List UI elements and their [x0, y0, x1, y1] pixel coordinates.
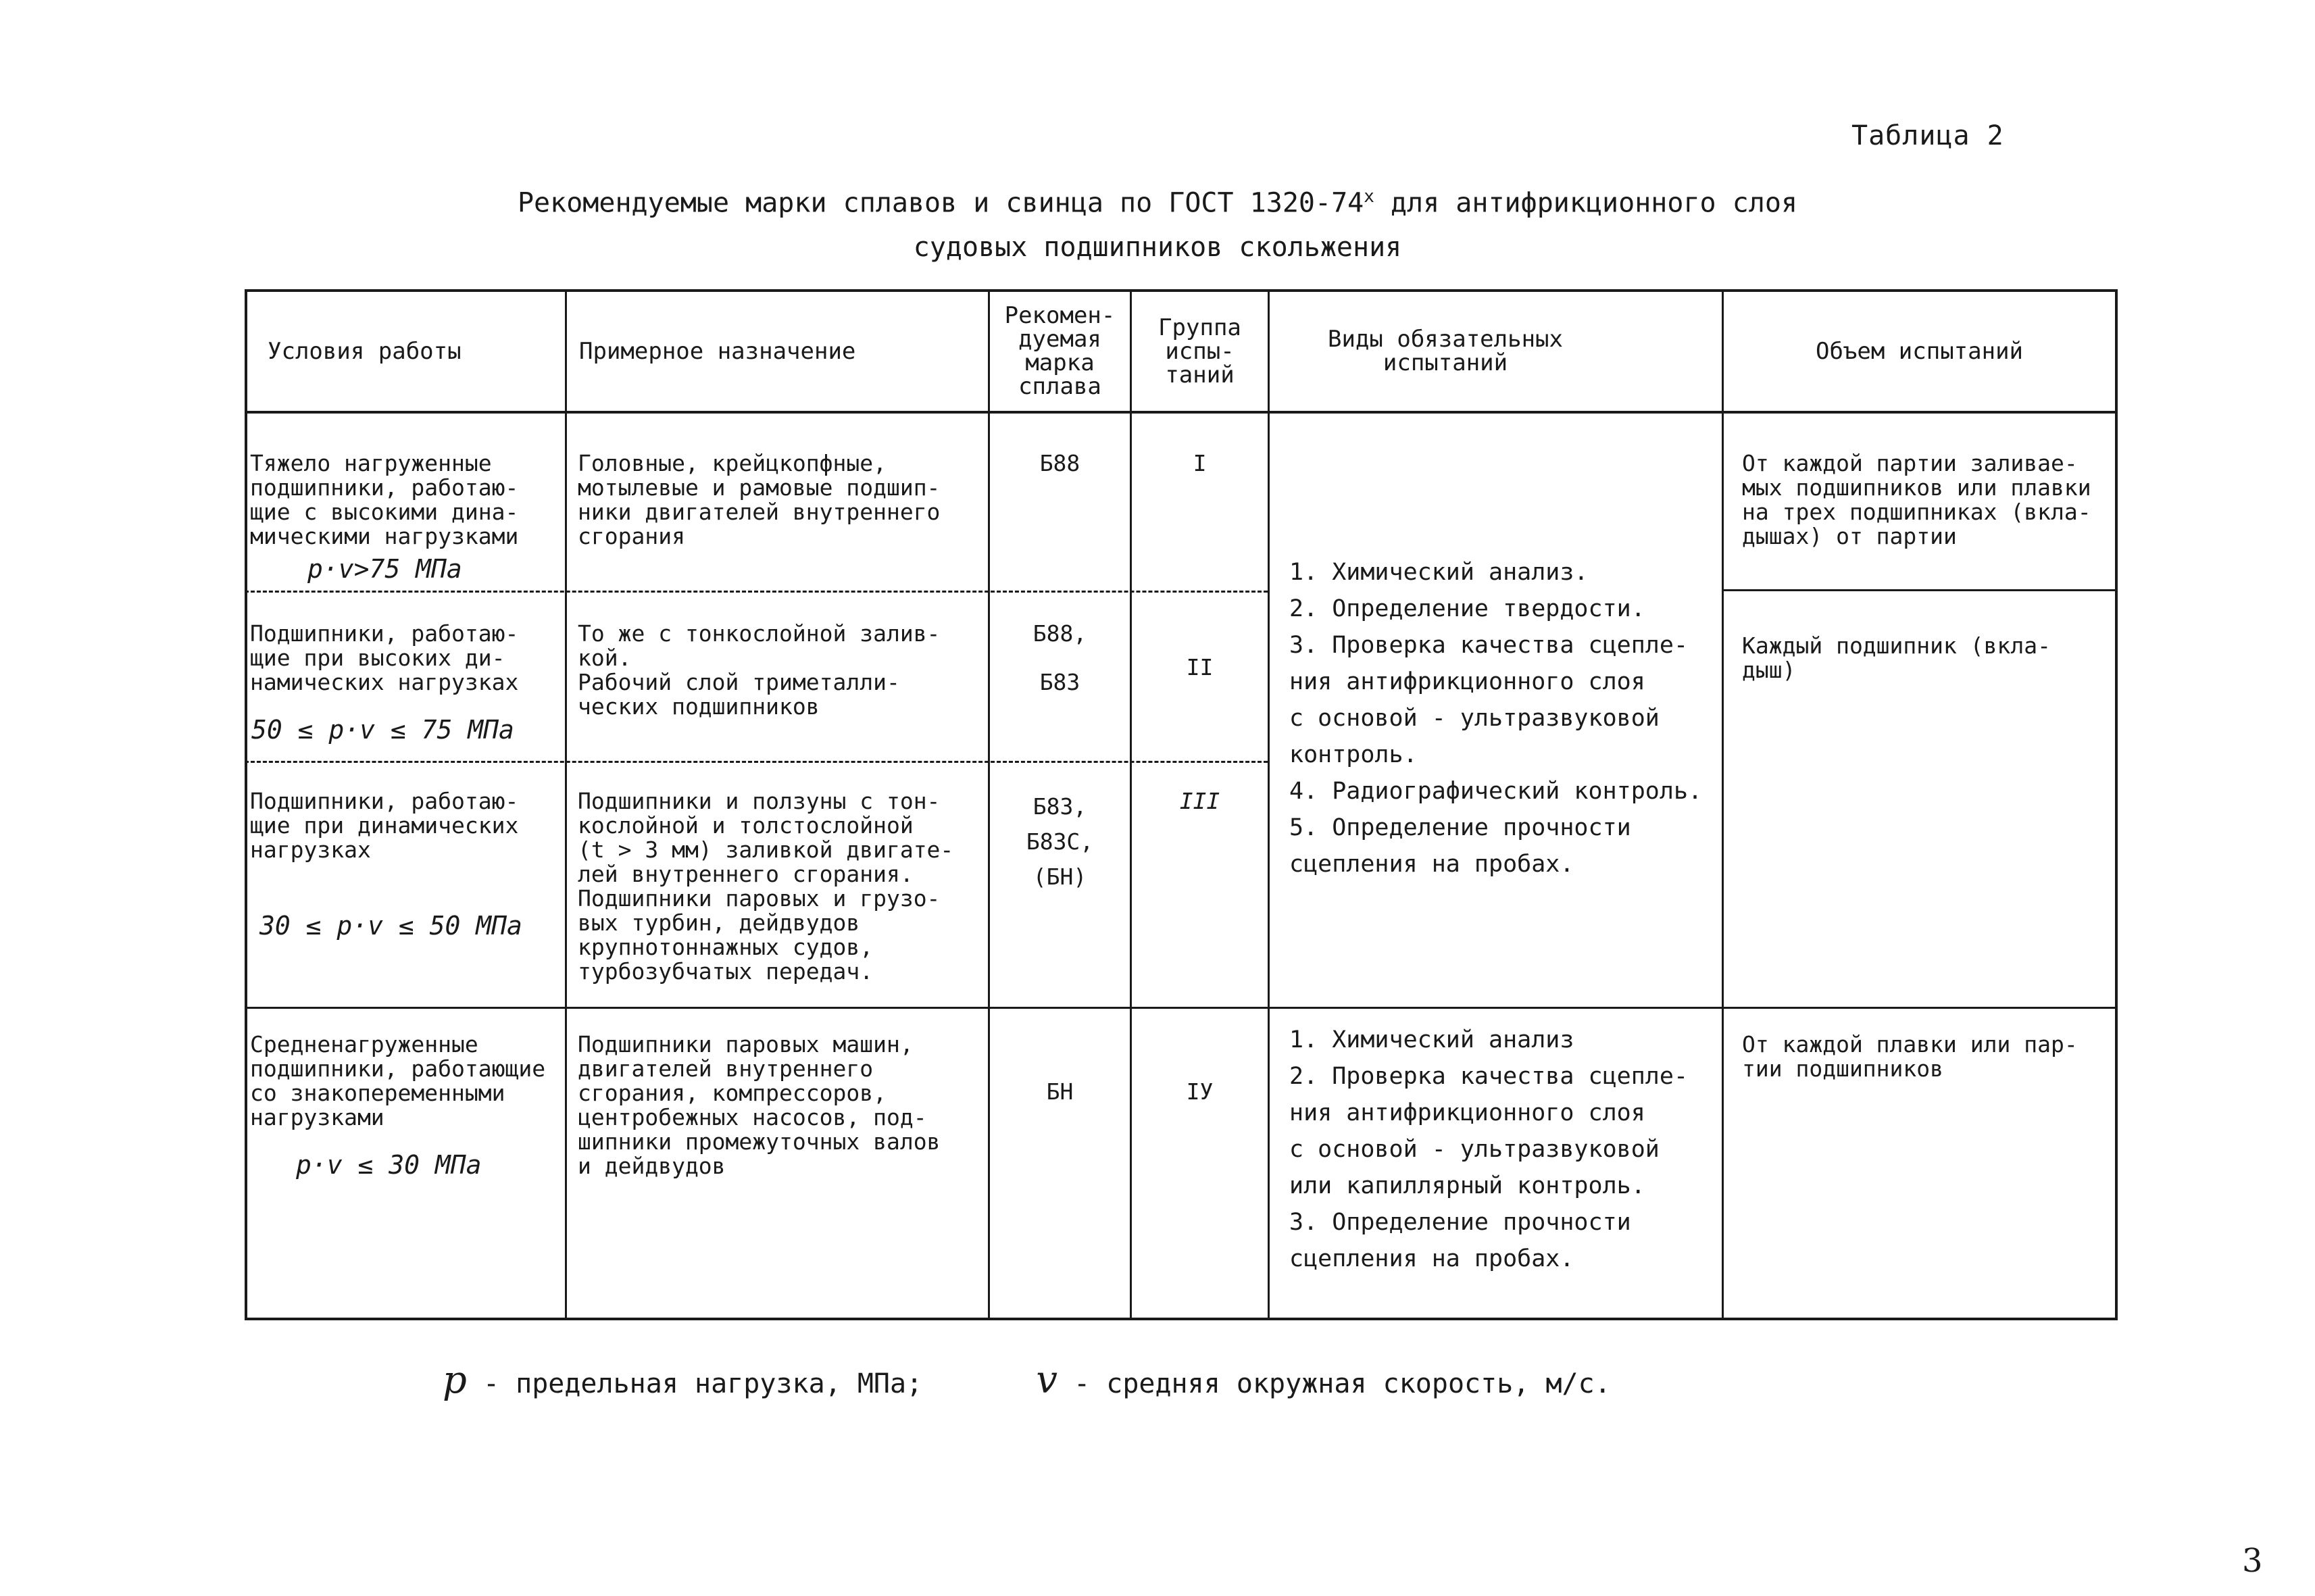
row-4-formula: p·v ≤ 30 МПа: [296, 1150, 482, 1180]
row-divider-3: [245, 1007, 1268, 1009]
table-border-left: [245, 289, 247, 1320]
row-divider-1-volume: [1722, 589, 2118, 591]
header-volume: Объем испытаний: [1815, 337, 2024, 365]
row-4-group: IУ: [1186, 1078, 1214, 1105]
row-divider-3-tests: [1268, 1007, 2118, 1009]
tests-group-2: 1. Химический анализ 2. Проверка качества сцепле- ния антифрикционного слоя с основой - ультразвуковой или капиллярный контроль. 3. Определение прочности сцепления на пробах.: [1289, 1026, 1689, 1272]
title-line-2: судовых подшипников скольжения: [913, 232, 1402, 264]
title-line-1-end: для антифрикционного слоя: [1374, 187, 1798, 219]
table-border-bottom: [245, 1318, 2118, 1320]
header-grade: Рекомен- дуемая марка сплава: [1004, 302, 1116, 400]
row-3-conditions: Подшипники, работаю- щие при динамических нагрузках: [250, 788, 519, 863]
row-1-group: I: [1193, 450, 1207, 476]
row-2-group: II: [1186, 654, 1214, 680]
row-3-formula: 30 ≤ p·v ≤ 50 МПа: [259, 911, 522, 941]
column-divider-5: [1722, 289, 1724, 1320]
row-1-volume: От каждой партии заливае- мых подшипников или плавки на трех подшипниках (вкла- дышах) от партии: [1742, 450, 2091, 549]
header-divider: [245, 411, 2118, 414]
row-2-conditions: Подшипники, работаю- щие при высоких ди- намических нагрузках: [250, 620, 519, 695]
footnote-p-symbol: p: [443, 1358, 467, 1402]
row-1-formula: p·v>75 МПа: [307, 554, 462, 584]
footnote-v-text: - средняя окружная скорость, м/с.: [1057, 1368, 1611, 1399]
header-conditions: Условия работы: [268, 337, 462, 365]
title-line-1: [0, 174, 2315, 225]
column-divider-1: [565, 289, 567, 1320]
row-1-conditions: Тяжело нагруженные подшипники, работаю- щие с высокими дина- мическими нагрузками: [250, 450, 519, 549]
row-3-group: III: [1179, 788, 1220, 814]
footnote-v-symbol: v: [1036, 1358, 1057, 1402]
table-border-right: [2115, 289, 2118, 1320]
row-divider-2: [245, 761, 1268, 763]
header-tests: Виды обязательных испытаний: [1328, 326, 1563, 376]
row-4-purpose: Подшипники паровых машин, двигателей внутреннего сгорания, компрессоров, центробежных насосов, под- шипники промежуточных валов и дейдвудов: [578, 1031, 941, 1179]
footnote: [443, 1358, 1611, 1402]
row-1-purpose: Головные, крейцкопфные, мотылевые и рамовые подшип- ники двигателей внутреннего сгорания: [578, 450, 941, 549]
row-2-grade: Б88, Б83: [1032, 620, 1087, 695]
page-number: 3: [2242, 1542, 2263, 1580]
row-4-grade: БН: [1046, 1078, 1074, 1105]
title-superscript: х: [1364, 186, 1374, 207]
row-4-volume: От каждой плавки или пар- тии подшипников: [1742, 1031, 2078, 1082]
header-group: Группа испы- таний: [1158, 314, 1241, 389]
row-2-purpose: То же с тонкослойной залив- кой. Рабочий слой триметалли- ческих подшипников: [578, 620, 941, 720]
row-divider-1: [245, 591, 1268, 593]
title-line-1-text: Рекомендуемые марки сплавов и свинца по ГОСТ 1320-74: [517, 187, 1364, 219]
row-3-purpose: Подшипники и ползуны с тон- кослойной и толстослойной (t > 3 мм) заливкой двигате- лей внутреннего сгорания. Подшипники паровых и грузо- вых турбин, дейдвудов крупнотоннажных судов, турбозубчатых передач.: [578, 788, 954, 984]
table-title: [0, 174, 2315, 270]
column-divider-4: [1268, 289, 1270, 1320]
row-3-grade: Б83, Б83С, (БН): [1026, 793, 1094, 890]
table-label: Таблица 2: [1851, 120, 2004, 151]
row-2-formula: 50 ≤ p·v ≤ 75 МПа: [251, 715, 514, 745]
row-2-volume: Каждый подшипник (вкла- дыш): [1742, 632, 2051, 683]
header-purpose: Примерное назначение: [579, 337, 856, 365]
row-1-grade: Б88: [1039, 450, 1080, 476]
row-4-conditions: Средненагруженные подшипники, работающие со знакопеременными нагрузками: [250, 1031, 546, 1130]
footnote-p-text: - предельная нагрузка, МПа;: [466, 1368, 923, 1399]
tests-group-1: 1. Химический анализ. 2. Определение твердости. 3. Проверка качества сцепле- ния антифрикционного слоя с основой - ультразвуковой контроль. 4. Радиографический контроль. 5. Определение прочности сцепления на пробах.: [1289, 559, 1703, 878]
